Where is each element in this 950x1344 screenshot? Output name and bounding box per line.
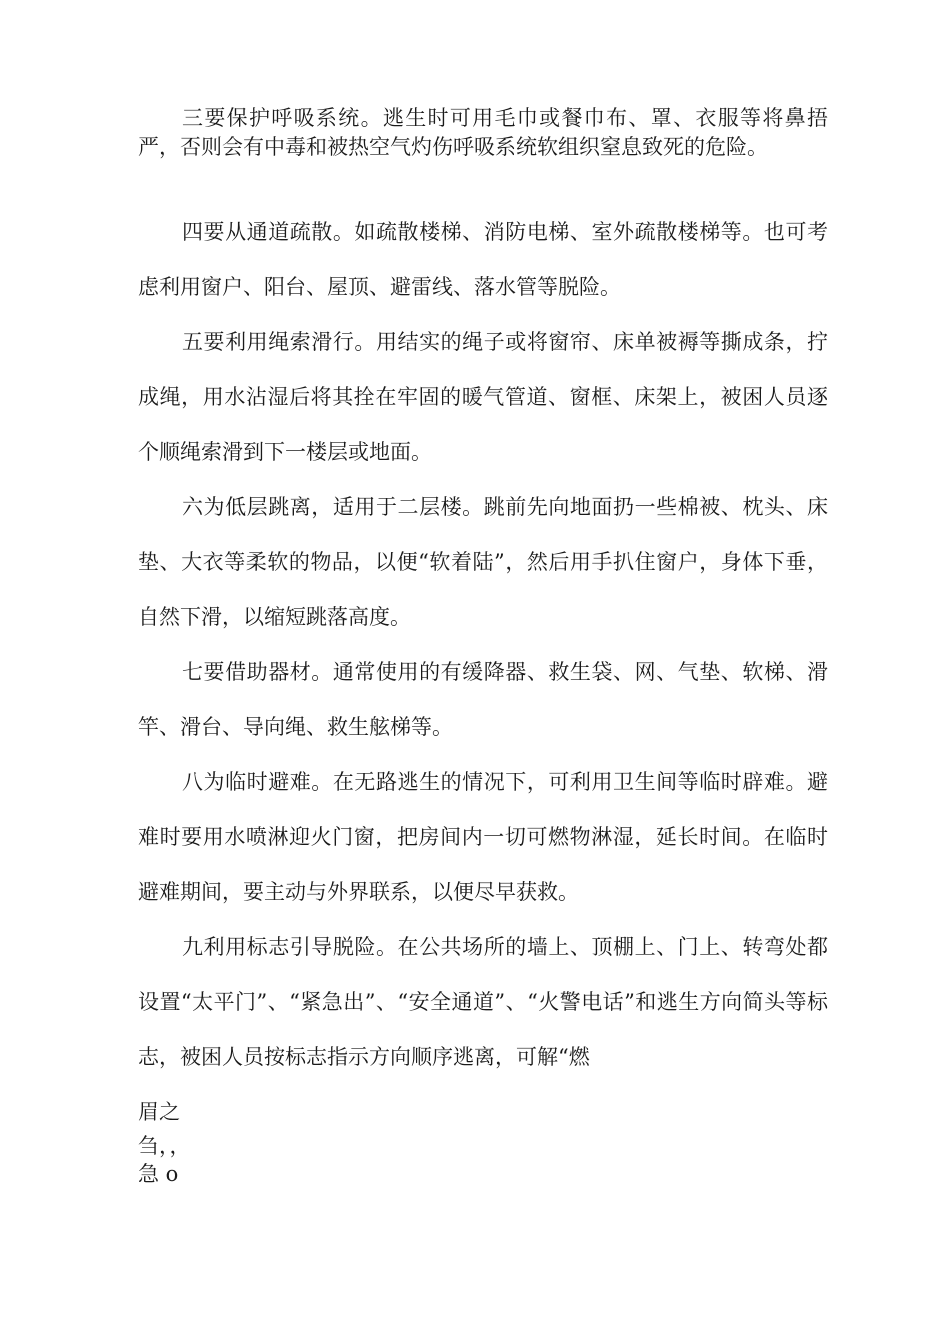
text-fragment-2: 刍，，: [138, 1134, 191, 1158]
text-fragment-3: 急 o: [138, 1162, 179, 1186]
paragraph-protect-breathing: 三要保护呼吸系统。逃生时可用毛巾或餐巾布、罩、衣服等将鼻捂严，否则会有中毒和被热空气灼伤呼吸系统软组织窒息致死的危险。: [138, 106, 828, 159]
text-fragment-1: 眉之: [138, 1100, 180, 1124]
paragraph-evacuate-passage: 四要从通道疏散。如疏散楼梯、消防电梯、室外疏散楼梯等。也可考虑利用窗户、阳台、屋顶、避雷线、落水管等脱险。: [138, 220, 828, 299]
paragraph-follow-signs: 九利用标志引导脱险。在公共场所的墙上、顶棚上、门上、转弯处都设置“太平门”、“紧急出”、“安全通道”、“火警电话”和逃生方向简头等标志，被困人员按标志指示方向顺序逃离，可解“燃: [138, 935, 828, 1069]
paragraph-temporary-refuge: 八为临时避难。在无路逃生的情况下，可利用卫生间等临时辟难。避难时要用水喷淋迎火门窗，把房间内一切可燃物淋湿，延长时间。在临时避难期间，要主动与外界联系，以便尽早获救。: [138, 770, 828, 904]
paragraph-use-equipment: 七要借助器材。通常使用的有缓降器、救生袋、网、气垫、软梯、滑竿、滑台、导向绳、救生舷梯等。: [138, 660, 828, 739]
paragraph-rope-slide: 五要利用绳索滑行。用结实的绳子或将窗帘、床单被褥等撕成条，拧成绳，用水沾湿后将其拴在牢固的暖气管道、窗框、床架上，被困人员逐个顺绳索滑到下一楼层或地面。: [138, 330, 828, 464]
paragraph-low-floor-jump: 六为低层跳离，适用于二层楼。跳前先向地面扔一些棉被、枕头、床垫、大衣等柔软的物品，以便“软着陆”，然后用手扒住窗户，身体下垂，自然下滑，以缩短跳落高度。: [138, 495, 828, 629]
